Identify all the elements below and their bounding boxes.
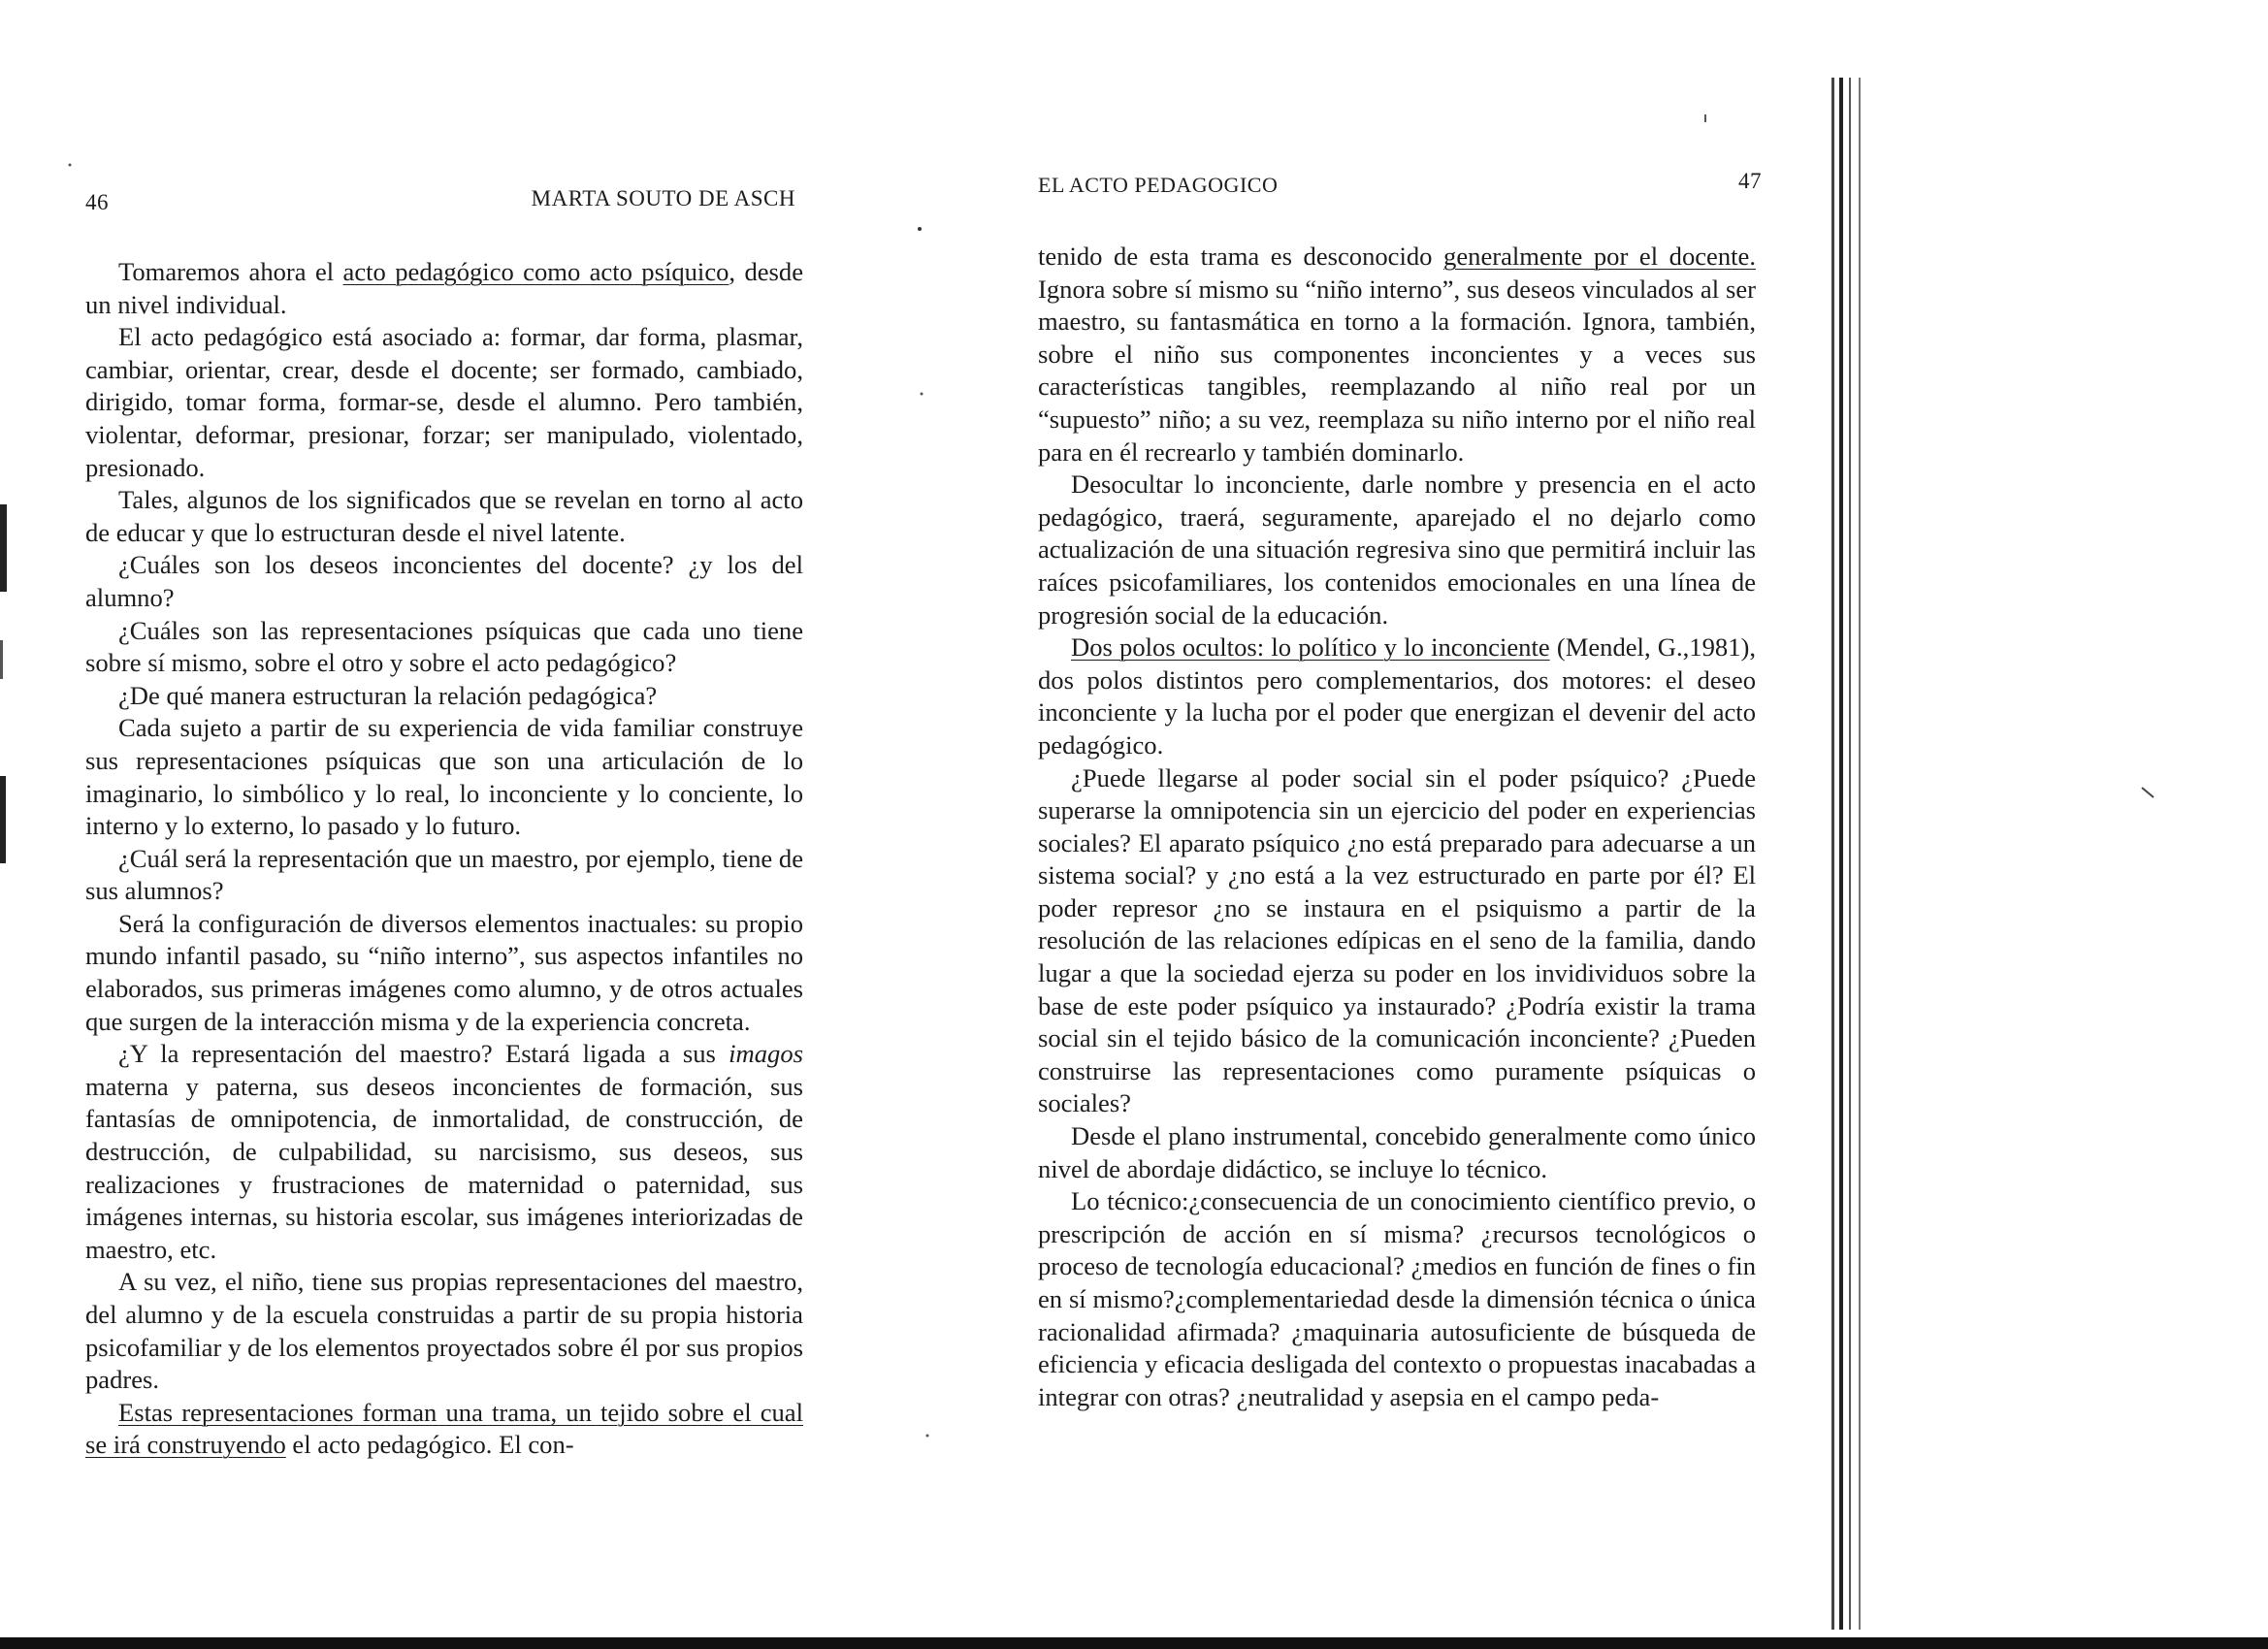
page-number: 47 [1738, 169, 1762, 193]
paragraph: Cada sujeto a partir de su experiencia de vida familiar construye sus representaciones psíquicas que son una articulación de lo imaginario, lo simbólico y lo real, lo inconciente y lo conciente, lo interno y lo externo, lo pasado y lo futuro. [85, 713, 803, 841]
paragraph: ¿Y la representación del maestro? Estará ligada a sus imagos materna y paterna, sus deseos inconcientes de formación, sus fantasías de omnipotencia, de inmortalidad, de construcción, de destrucción, de culpabilidad, su narcisismo, sus deseos, sus realizaciones y frustraciones de maternidad o paternidad, sus imágenes internas, su historia escolar, sus imágenes interiorizadas de maestro, etc. [85, 1039, 803, 1264]
paragraph: Lo técnico:¿consecuencia de un conocimiento científico previo, o prescripción de acción en sí misma? ¿recursos tecnológicos o proceso de tecnología educacional? ¿medios en función de fines o fin en sí mismo?¿complementariedad desde la dimensión técnica o única racionalidad afirmada? ¿maquinaria autosuficiente de búsqueda de eficiencia y eficacia desligada del contexto o propuestas inacabadas a integrar con otras? ¿neutralidad y asepsia en el campo peda- [1038, 1186, 1756, 1411]
left-running-head [85, 182, 803, 221]
paragraph: tenido de esta trama es desconocido generalmente por el docente. Ignora sobre sí mismo su “niño interno”, sus deseos vinculados al ser maestro, su fantasmática en torno a la formación. Ignora, también, sobre el niño sus componentes inconcientes y a veces sus características tangibles, reemplazando al niño real por un “supuesto” niño; a su vez, reemplaza su niño interno por el niño real para en él recrearlo y también dominarlo. [1038, 242, 1757, 467]
left-page [85, 182, 803, 1462]
paragraph: Desocultar lo inconciente, darle nombre y presencia en el acto pedagógico, traerá, seguramente, aparejado el no dejarlo como actualización de una situación regresiva sino que permitirá incluir las raíces psicofamiliares, los contenidos emocionales en una línea de progresión social de la educación. [1038, 469, 1756, 630]
paragraph: A su vez, el niño, tiene sus propias representaciones del maestro, del alumno y de la escuela construidas a partir de su propia historia psicofamiliar y de los elementos proyectados sobre él por sus propios padres. [85, 1267, 803, 1395]
paragraph: ¿Cuáles son las representaciones psíquicas que cada uno tiene sobre sí mismo, sobre el otro y sobre el acto pedagógico? [85, 615, 803, 678]
paragraph: Será la configuración de diversos elementos inactuales: su propio mundo infantil pasado, su “niño interno”, sus aspectos infantiles no elaborados, sus primeras imágenes como alumno, y de otros actuales que surgen de la interacción misma y de la experiencia concreta. [85, 908, 803, 1036]
paragraph: Tales, algunos de los significados que se revelan en torno al acto de educar y que lo estructuran desde el nivel latente. [85, 485, 803, 547]
right-body-text [1038, 241, 1756, 1413]
right-page [1038, 169, 1762, 1413]
left-body-text [85, 256, 803, 1462]
paragraph: ¿Cuáles son los deseos inconcientes del docente? ¿y los del alumno? [85, 550, 803, 612]
paragraph: El acto pedagógico está asociado a: formar, dar forma, plasmar, cambiar, orientar, crear, desde el docente; ser formado, cambiado, dirigido, tomar forma, formar-se, desde el alumno. Pero también, violentar, deformar, presionar, forzar; ser manipulado, violentado, presionado. [85, 322, 803, 482]
running-head-title: EL ACTO PEDAGOGICO [1038, 173, 1279, 197]
right-running-head [1038, 169, 1762, 208]
paragraph: Tomaremos ahora el acto pedagógico como acto psíquico, desde un nivel individual. [85, 257, 803, 319]
paragraph: Desde el plano instrumental, concebido generalmente como único nivel de abordaje didáctico, se incluye lo técnico. [1038, 1121, 1756, 1183]
page-number: 46 [85, 190, 109, 214]
paragraph: Estas representaciones forman una trama, un tejido sobre el cual se irá construyendo el acto pedagógico. El con- [85, 1397, 803, 1460]
paragraph: ¿De qué manera estructuran la relación pedagógica? [118, 680, 658, 710]
running-head-author: MARTA SOUTO DE ASCH [531, 186, 795, 210]
paragraph: ¿Cuál será la representación que un maestro, por ejemplo, tiene de sus alumnos? [85, 843, 803, 906]
paragraph: ¿Puede llegarse al poder social sin el poder psíquico? ¿Puede superarse la omnipotencia sin un ejercicio del poder en experiencias sociales? El aparato psíquico ¿no está preparado para adecuarse a un sistema social? y ¿no está a la vez estructurado en parte por él? El poder represor ¿no se instaura en el psiquismo a partir de la resolución de las relaciones edípicas en el seno de la familia, dando lugar a que la sociedad ejerza su poder en los invidividuos sobre la base de este poder psíquico ya instaurado? ¿Podría existir la trama social sin el tejido básico de la comunicación inconciente? ¿Pueden construirse las representaciones como puramente psíquicas o sociales? [1038, 762, 1756, 1118]
paragraph: Dos polos ocultos: lo político y lo inconciente (Mendel, G.,1981), dos polos distintos pero complementarios, dos motores: el deseo inconciente y la lucha por el poder que energizan el devenir del acto pedagógico. [1038, 632, 1756, 760]
scan-bottom-edge [0, 1637, 2268, 1649]
